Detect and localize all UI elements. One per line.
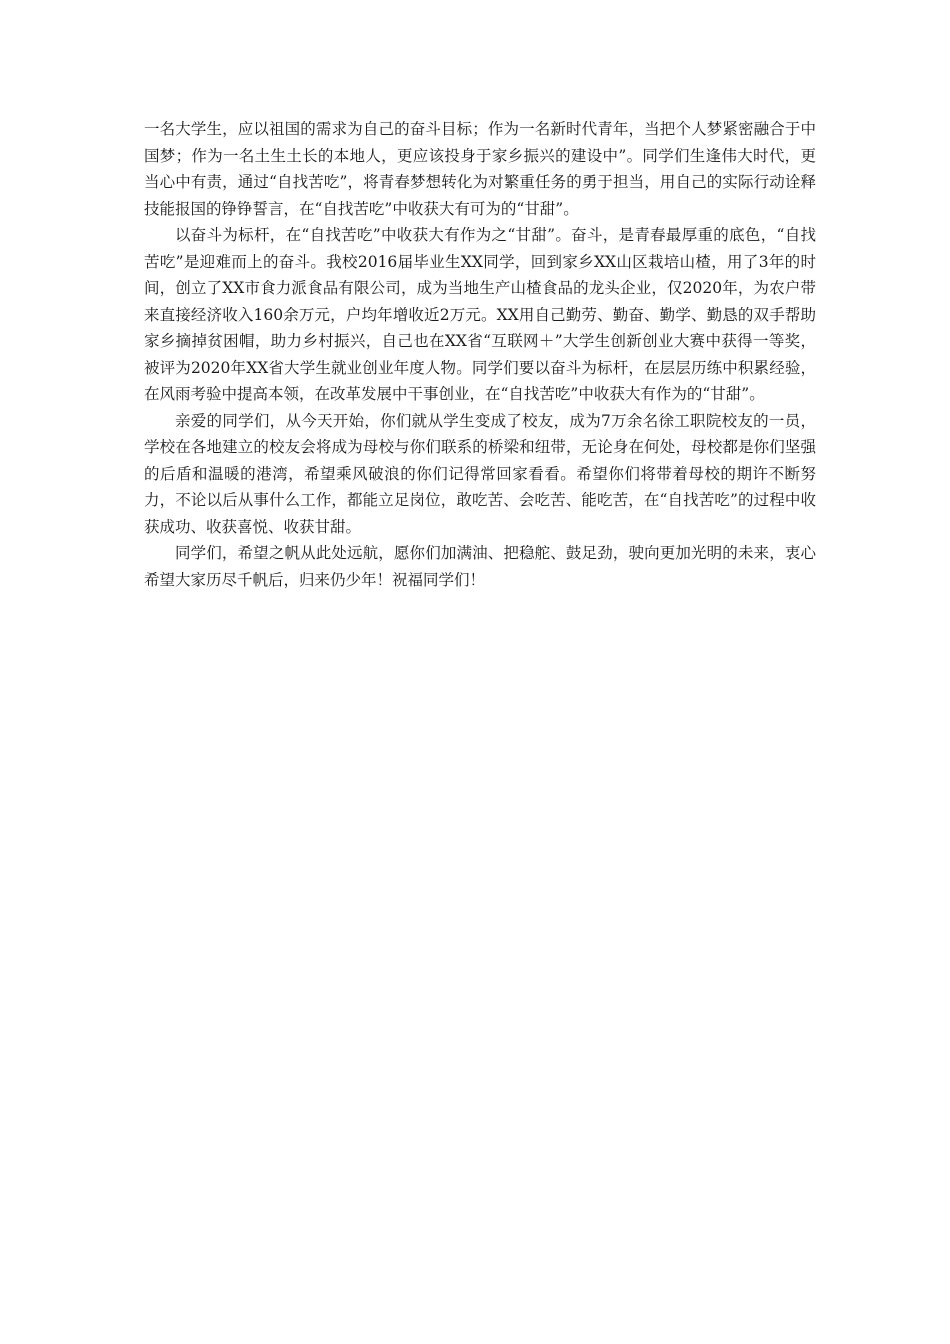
paragraph-2: 以奋斗为标杆，在“自找苦吃”中收获大有作为之“甘甜”。奋斗，是青春最厚重的底色，“自找苦吃”是迎难而上的奋斗。我校2016届毕业生XX同学，回到家乡XX山区栽培山楂，用了3年的时间，创立了XX市食力派食品有限公司，成为当地生产山楂食品的龙头企业，仅2020年，为农户带来直接经济收入160余万元，户均年增收近2万元。XX用自己勤劳、勤奋、勤学、勤恳的双手帮助家乡摘掉贫困帽，助力乡村振兴，自己也在XX省“互联网＋”大学生创新创业大赛中获得一等奖，被评为2020年XX省大学生就业创业年度人物。同学们要以奋斗为标杆，在层层历练中积累经验，在风雨考验中提高本领，在改革发展中干事创业，在“自找苦吃”中收获大有作为的“甘甜”。 (144, 226, 816, 403)
paragraph-3: 亲爱的同学们，从今天开始，你们就从学生变成了校友，成为7万余名徐工职院校友的一员，学校在各地建立的校友会将成为母校与你们联系的桥梁和纽带，无论身在何处，母校都是你们坚强的后盾和温暖的港湾，希望乘风破浪的你们记得常回家看看。希望你们将带着母校的期许不断努力，不论以后从事什么工作，都能立足岗位，敢吃苦、会吃苦、能吃苦，在“自找苦吃”的过程中收获成功、收获喜悦、收获甘甜。 (144, 411, 816, 536)
paragraph-1: 一名大学生，应以祖国的需求为自己的奋斗目标；作为一名新时代青年，当把个人梦紧密融合于中国梦；作为一名土生土长的本地人，更应该投身于家乡振兴的建设中”。同学们生逢伟大时代，更当心中有责，通过“自找苦吃”，将青春梦想转化为对繁重任务的勇于担当，用自己的实际行动诠释技能报国的铮铮誓言，在“自找苦吃”中收获大有可为的“甘甜”。 (144, 120, 816, 218)
paragraph-4: 同学们，希望之帆从此处远航，愿你们加满油、把稳舵、鼓足劲，驶向更加光明的未来，衷心希望大家历尽千帆后，归来仍少年！祝福同学们！ (144, 544, 816, 589)
document-body (144, 116, 816, 593)
